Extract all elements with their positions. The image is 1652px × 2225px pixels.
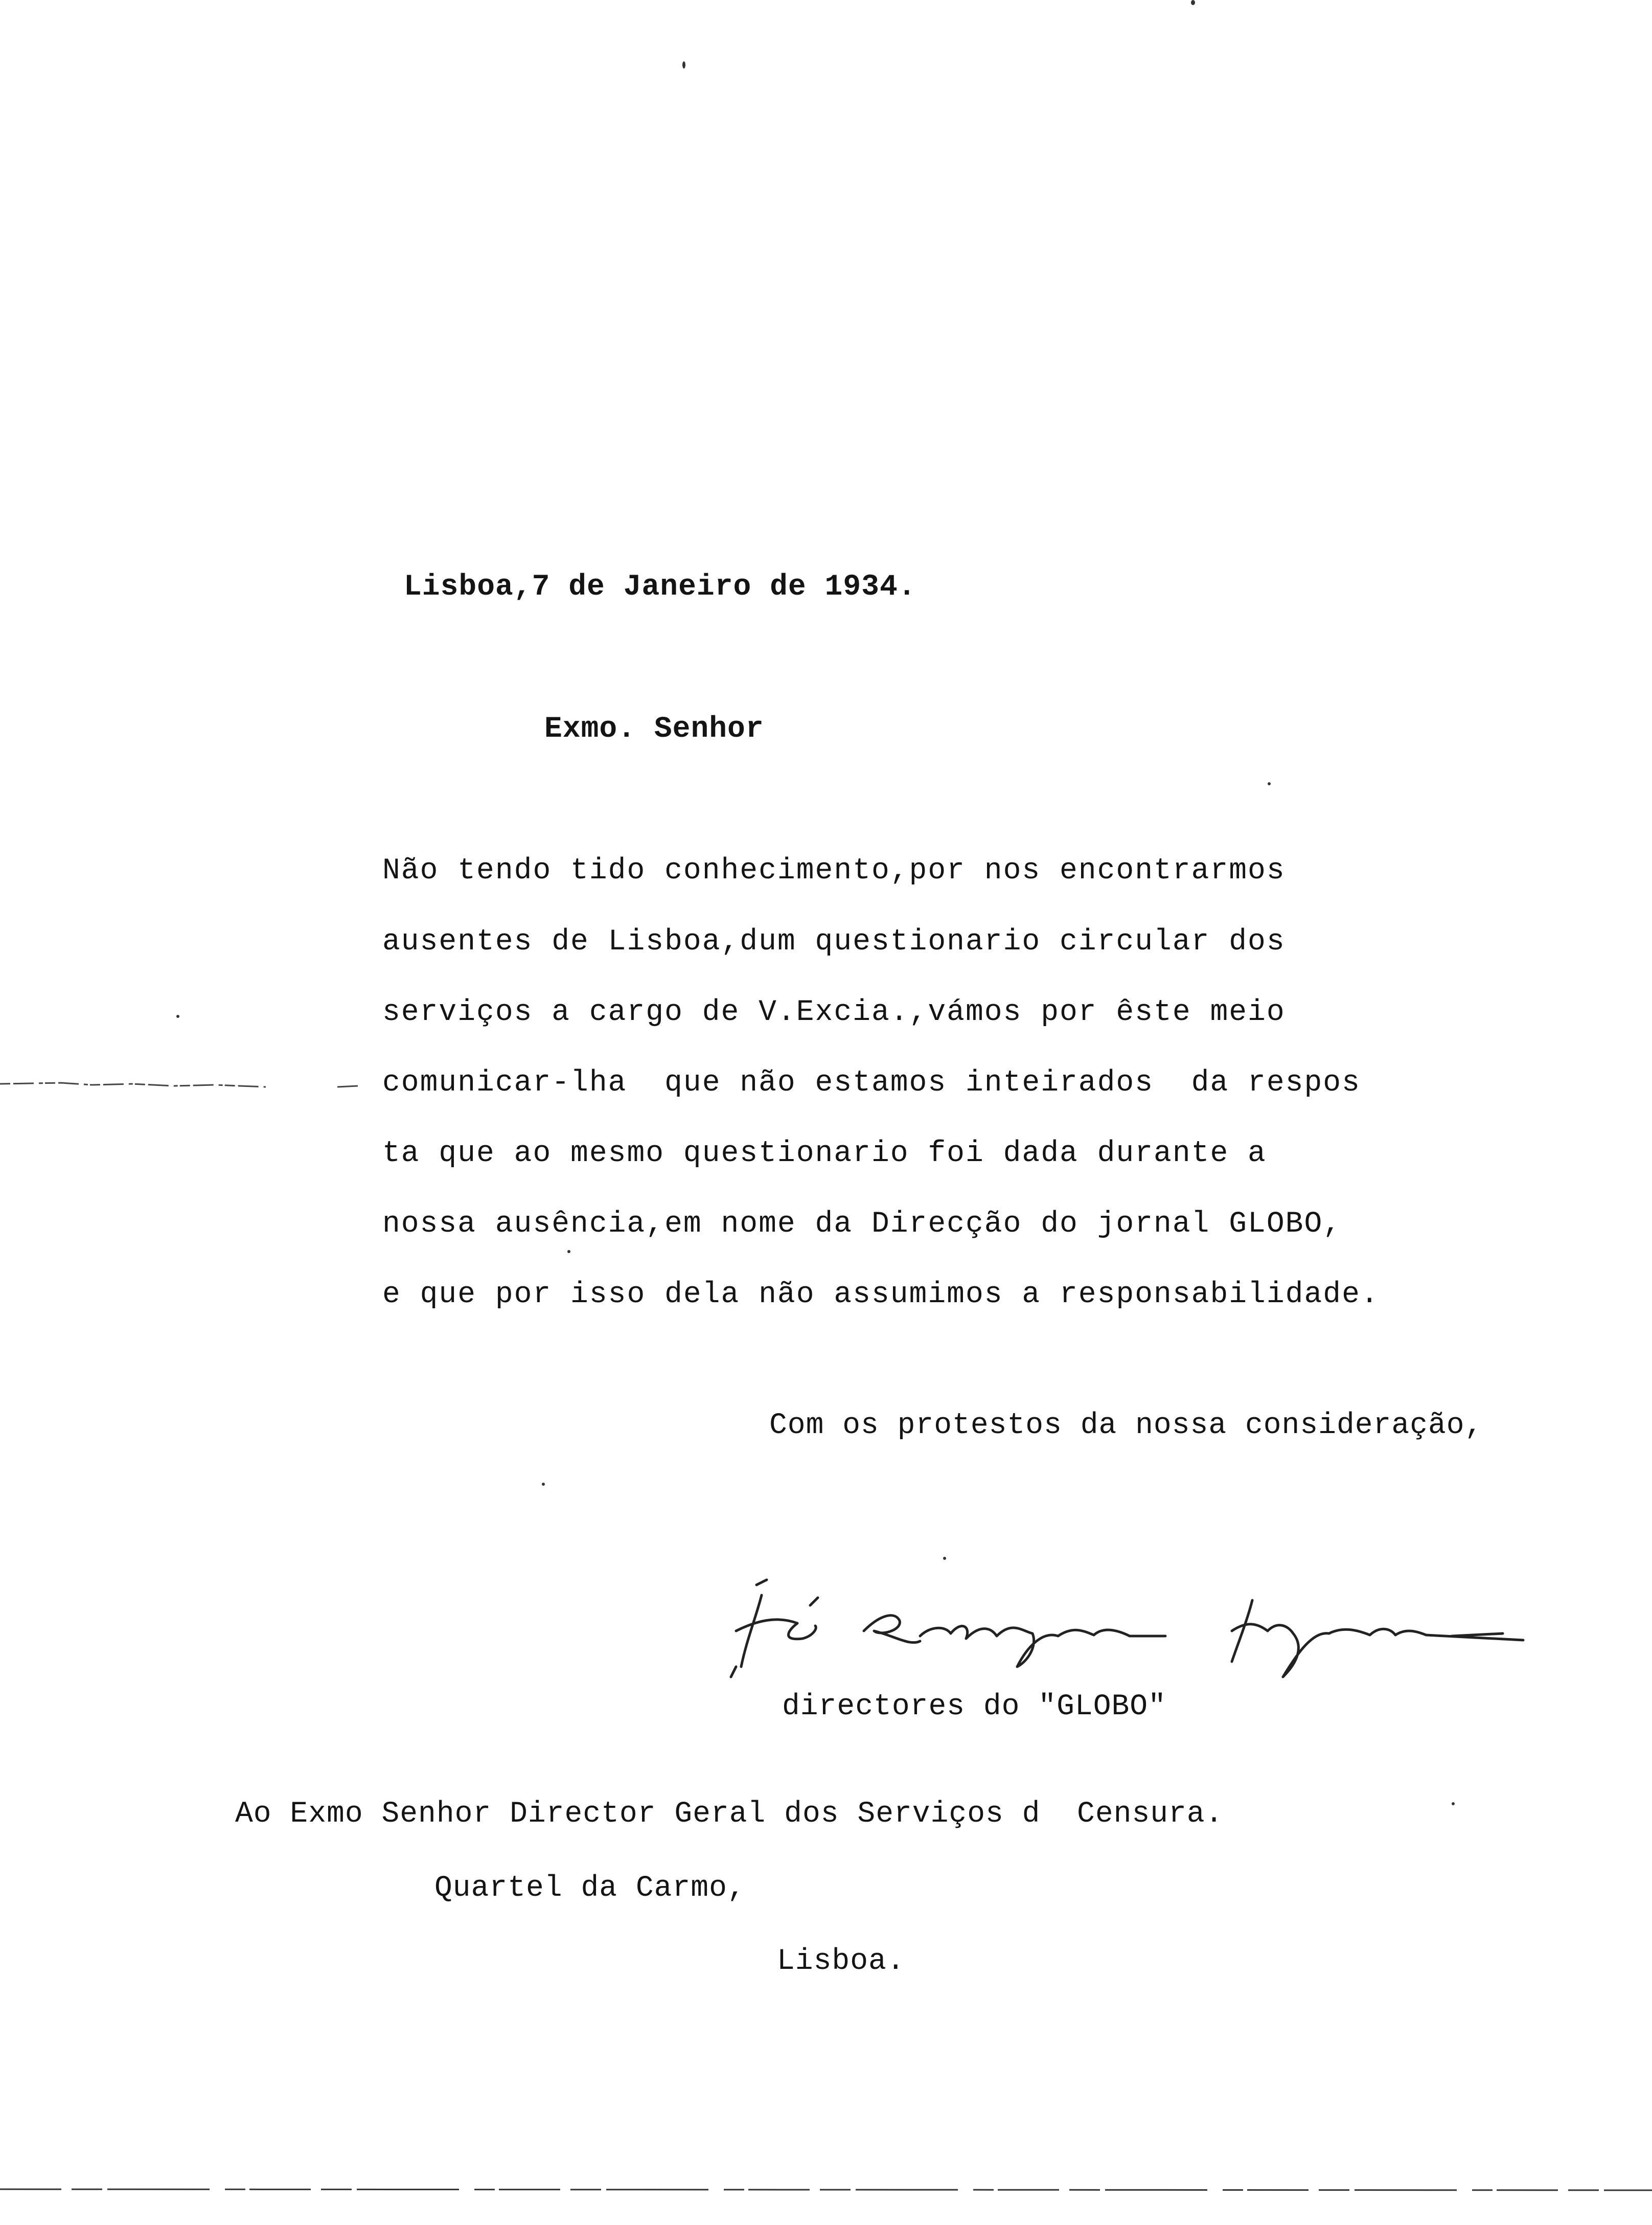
scan-speck: [542, 1483, 545, 1486]
letter-date: Lisboa,7 de Janeiro de 1934.: [404, 571, 916, 604]
scan-smudge: [0, 1074, 409, 1094]
scan-speck: [176, 1015, 179, 1018]
signatories-line: directores do "GLOBO": [782, 1690, 1166, 1723]
scan-speck: [1191, 0, 1195, 5]
body-line: e que por isso dela não assumimos a responsabilidade.: [382, 1278, 1380, 1311]
address-line: Quartel da Carmo,: [434, 1872, 746, 1905]
address-line: Ao Exmo Senhor Director Geral dos Serviços d Censura.: [235, 1798, 1224, 1831]
body-line: nossa ausência,em nome da Direcção do jornal GLOBO,: [382, 1208, 1342, 1241]
body-line: comunicar-lha que não estamos inteirados da respos: [382, 1066, 1361, 1100]
body-line: serviços a cargo de V.Excia.,vámos por êste meio: [382, 996, 1286, 1029]
scan-speck: [1452, 1802, 1455, 1805]
closing-line: Com os protestos da nossa consideração,: [769, 1409, 1483, 1442]
handwritten-signature: [726, 1575, 1544, 1687]
body-line: Não tendo tido conhecimento,por nos encontrarmos: [382, 854, 1286, 888]
scan-bottom-edge: [0, 2183, 1652, 2198]
scan-speck: [682, 61, 685, 69]
address-line: Lisboa.: [777, 1945, 905, 1978]
salutation: Exmo. Senhor: [544, 713, 764, 746]
scan-speck: [1268, 782, 1271, 785]
scan-speck: [943, 1557, 946, 1560]
body-line: ausentes de Lisboa,dum questionario circular dos: [382, 925, 1286, 959]
scan-speck: [567, 1250, 570, 1253]
body-line: ta que ao mesmo questionario foi dada durante a: [382, 1137, 1267, 1170]
